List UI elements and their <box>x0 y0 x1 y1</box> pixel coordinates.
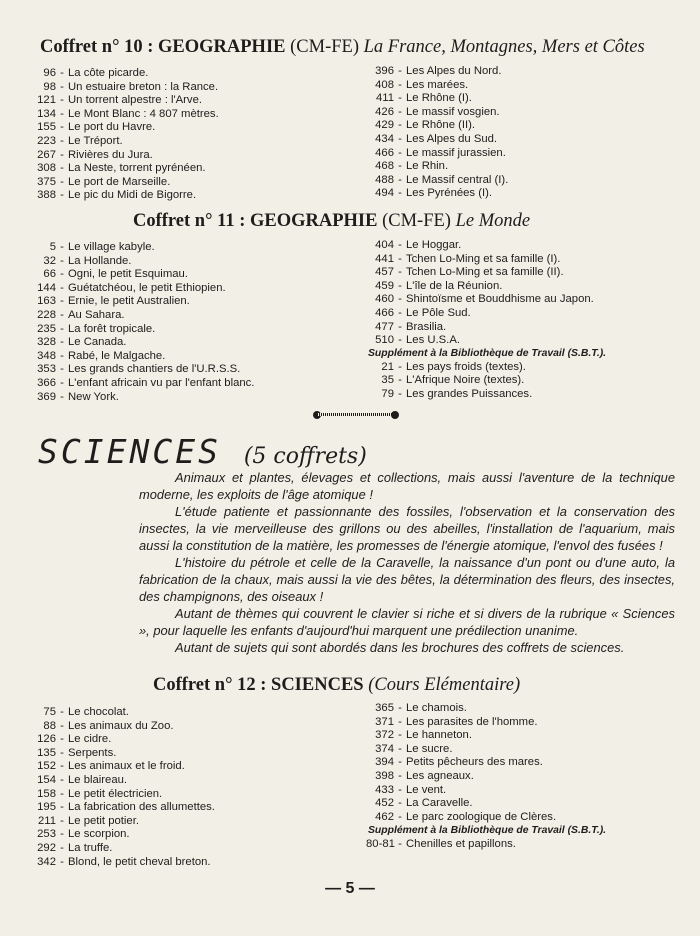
item-number: 366 <box>37 376 56 389</box>
item-number: 388 <box>37 189 56 202</box>
list-item: 426 - Le massif vosgien. <box>366 106 508 120</box>
list-item: 267 - Rivières du Jura. <box>26 149 219 163</box>
list-item: 396 - Les Alpes du Nord. <box>366 65 508 79</box>
item-title: Le Mont Blanc : 4 807 mètres. <box>68 107 219 120</box>
list-item: 404 - Le Hoggar. <box>366 239 594 253</box>
item-number: 477 <box>375 320 394 333</box>
item-number: 375 <box>37 175 56 188</box>
coffret-10-heading: Coffret n° 10 : GEOGRAPHIE (CM-FE) La France, Montagnes, Mers et Côtes <box>40 37 645 57</box>
list-item: 235 - La forêt tropicale. <box>26 323 254 337</box>
item-title: Les grands chantiers de l'U.R.S.S. <box>68 363 241 376</box>
list-item: 488 - Le Massif central (I). <box>366 174 508 188</box>
list-item: 121 - Un torrent alpestre : l'Arve. <box>26 94 219 108</box>
section-divider <box>313 410 399 420</box>
item-title: Les grandes Puissances. <box>406 387 533 400</box>
list-item: 394 - Petits pêcheurs des mares. <box>366 756 556 770</box>
item-title: Le Rhône (II). <box>406 119 476 132</box>
item-number: 426 <box>375 105 394 118</box>
item-number: 466 <box>375 306 394 319</box>
list-item: 494 - Les Pyrénées (I). <box>366 187 508 201</box>
list-item: 441 - Tchen Lo-Ming et sa famille (I). <box>366 253 594 267</box>
list-item: 228 - Au Sahara. <box>26 309 254 323</box>
item-number: 134 <box>37 107 56 120</box>
item-number: 155 <box>37 121 56 134</box>
coffret-10-left-list <box>26 67 219 203</box>
list-item: 460 - Shintoïsme et Bouddhisme au Japon. <box>366 293 594 307</box>
item-number: 135 <box>37 746 56 759</box>
item-number: 394 <box>375 756 394 769</box>
list-item: 32 - La Hollande. <box>26 255 254 269</box>
item-number: 494 <box>375 187 394 200</box>
item-number: 88 <box>43 719 56 732</box>
item-number: 429 <box>375 119 394 132</box>
item-title: L'île de la Réunion. <box>406 279 503 292</box>
item-title: Le hanneton. <box>406 729 472 742</box>
item-number: 158 <box>37 787 56 800</box>
intro-paragraph: Autant de sujets qui sont abordés dans les brochures des coffrets de sciences. <box>175 640 625 655</box>
list-item: 35 - L'Afrique Noire (textes). <box>366 374 606 388</box>
item-number: 154 <box>37 773 56 786</box>
item-title: La truffe. <box>68 841 113 854</box>
item-title: Le scorpion. <box>68 828 130 841</box>
coffret-10-right-list <box>366 65 508 201</box>
item-title: Un estuaire breton : la Rance. <box>68 80 219 93</box>
supplement-label: Supplément à la Bibliothèque de Travail (S.B.T.). <box>368 348 607 359</box>
item-number: 365 <box>375 702 394 714</box>
coffret-12-left-list <box>26 706 215 869</box>
list-item: 433 - Le vent. <box>366 784 556 798</box>
item-title: L'Afrique Noire (textes). <box>406 374 525 387</box>
list-item: 5 - Le village kabyle. <box>26 241 254 255</box>
list-item: 408 - Les marées. <box>366 79 508 93</box>
list-item: 388 - Le pic du Midi de Bigorre. <box>26 189 219 203</box>
item-title: Ogni, le petit Esquimau. <box>68 268 188 281</box>
list-item: 434 - Les Alpes du Sud. <box>366 133 508 147</box>
list-item: 348 - Rabé, le Malgache. <box>26 350 254 364</box>
list-item: 366 - L'enfant africain vu par l'enfant blanc. <box>26 377 254 391</box>
item-number: 411 <box>375 92 394 105</box>
list-item: 152 - Les animaux et le froid. <box>26 760 215 774</box>
item-number: 408 <box>375 78 394 91</box>
item-number: 398 <box>375 769 394 782</box>
item-number: 235 <box>37 322 56 335</box>
item-title: Les U.S.A. <box>406 334 460 347</box>
item-title: Serpents. <box>68 746 117 759</box>
coffret-12-supplement <box>366 824 606 851</box>
item-title: Brasilia. <box>406 320 447 333</box>
item-number: 369 <box>37 390 56 403</box>
item-title: Rivières du Jura. <box>68 148 153 161</box>
list-item: 466 - Le massif jurassien. <box>366 147 508 161</box>
list-item: 163 - Ernie, le petit Australien. <box>26 295 254 309</box>
item-number: 21 <box>381 360 394 373</box>
item-title: Le Tréport. <box>68 134 123 147</box>
list-item: 459 - L'île de la Réunion. <box>366 280 594 294</box>
list-item: 452 - La Caravelle. <box>366 797 556 811</box>
intro-paragraph: L'étude patiente et passionnante des fossiles, l'observation et la conservation des insectes, la vie merveilleuse des grillons ou des abeilles, l'installation de l'aquarium, mais aussi la constitution de la matière, les promesses de l'énergie atomique, l'envol des fusées ! <box>139 504 675 553</box>
item-title: Les marées. <box>406 78 469 91</box>
sciences-count: (5 coffrets) <box>243 444 367 469</box>
list-item: 126 - Le cidre. <box>26 733 215 747</box>
list-item: 468 - Le Rhin. <box>366 160 508 174</box>
item-number: 459 <box>375 279 394 292</box>
item-title: Chenilles et papillons. <box>406 837 516 850</box>
intro-paragraph: L'histoire du pétrole et celle de la Caravelle, la naissance d'un pont ou d'une auto, la fabrication de la chaux, mais aussi la vie des bêtes, la détermination des fleurs, des insectes, des champignons, des oiseaux ! <box>139 555 675 604</box>
list-item: 79 - Les grandes Puissances. <box>366 388 606 402</box>
item-title: Le Rhin. <box>406 160 449 173</box>
item-title: Le Massif central (I). <box>406 173 509 186</box>
sciences-introduction <box>139 469 675 656</box>
list-item: 155 - Le port du Havre. <box>26 121 219 135</box>
item-title: Blond, le petit cheval breton. <box>68 855 211 868</box>
item-number: 195 <box>37 801 56 814</box>
item-title: Le village kabyle. <box>68 241 155 253</box>
list-item: 411 - Le Rhône (I). <box>366 92 508 106</box>
item-title: Au Sahara. <box>68 308 125 321</box>
list-item: 144 - Guétatchéou, le petit Ethiopien. <box>26 282 254 296</box>
item-title: Guétatchéou, le petit Ethiopien. <box>68 281 226 294</box>
item-title: Rabé, le Malgache. <box>68 349 166 362</box>
list-item: 211 - Le petit potier. <box>26 815 215 829</box>
item-title: Le port du Havre. <box>68 121 156 134</box>
item-title: Le petit potier. <box>68 814 139 827</box>
item-number: 462 <box>375 810 394 823</box>
item-number: 228 <box>37 308 56 321</box>
item-number: 452 <box>375 797 394 810</box>
item-number: 75 <box>43 706 56 718</box>
item-title: L'enfant africain vu par l'enfant blanc. <box>68 376 255 389</box>
item-number: 460 <box>375 293 394 306</box>
item-number: 348 <box>37 349 56 362</box>
list-item: 66 - Ogni, le petit Esquimau. <box>26 268 254 282</box>
list-item: 477 - Brasilia. <box>366 321 594 335</box>
list-item: 365 - Le chamois. <box>366 702 556 716</box>
item-title: Un torrent alpestre : l'Arve. <box>68 94 203 107</box>
item-number: 96 <box>43 67 56 79</box>
item-number: 371 <box>375 715 394 728</box>
item-title: Les animaux du Zoo. <box>68 719 174 732</box>
item-title: Le blaireau. <box>68 773 128 786</box>
item-title: Les agneaux. <box>406 769 474 782</box>
item-title: Le Rhône (I). <box>406 92 472 105</box>
list-item: 253 - Le scorpion. <box>26 828 215 842</box>
list-item: 371 - Les parasites de l'homme. <box>366 716 556 730</box>
list-item: 158 - Le petit électricien. <box>26 788 215 802</box>
intro-paragraph: Autant de thèmes qui couvrent le clavier si riche et si divers de la rubrique « Sciences », pour laquelle les enfants d'aujourd'hui marquent une prédilection unanime. <box>139 606 675 638</box>
item-title: Le vent. <box>406 783 447 796</box>
item-number: 267 <box>37 148 56 161</box>
item-title: La forêt tropicale. <box>68 322 156 335</box>
item-number: 404 <box>375 239 394 251</box>
item-number: 434 <box>375 132 394 145</box>
item-number: 466 <box>375 146 394 159</box>
item-number: 441 <box>375 252 394 265</box>
coffret-11-supplement <box>366 347 606 401</box>
item-number: 488 <box>375 173 394 186</box>
item-title: Shintoïsme et Bouddhisme au Japon. <box>406 293 594 306</box>
item-number: 79 <box>381 387 394 400</box>
item-number: 144 <box>37 281 56 294</box>
item-title: Ernie, le petit Australien. <box>68 295 190 308</box>
list-item: 195 - La fabrication des allumettes. <box>26 801 215 815</box>
item-title: Les Pyrénées (I). <box>406 187 493 200</box>
item-title: Les pays froids (textes). <box>406 360 526 373</box>
list-item: 98 - Un estuaire breton : la Rance. <box>26 81 219 95</box>
list-item: 510 - Les U.S.A. <box>366 334 594 348</box>
list-item: 462 - Le parc zoologique de Clères. <box>366 811 556 825</box>
item-number: 163 <box>37 295 56 308</box>
item-number: 353 <box>37 363 56 376</box>
list-item: 429 - Le Rhône (II). <box>366 119 508 133</box>
item-number: 223 <box>37 134 56 147</box>
item-title: La côte picarde. <box>68 67 149 79</box>
list-item: 80-81 - Chenilles et papillons. <box>366 837 516 850</box>
list-item: 75 - Le chocolat. <box>26 706 215 720</box>
coffret-12-right-list <box>366 702 556 824</box>
item-title: Le Canada. <box>68 336 127 349</box>
item-title: La Caravelle. <box>406 797 473 810</box>
item-number: 292 <box>37 841 56 854</box>
intro-paragraph: Animaux et plantes, élevages et collections, mais aussi l'aventure de la technique moderne, les exploits de l'âge atomique ! <box>139 470 675 502</box>
item-title: Les animaux et le froid. <box>68 760 185 773</box>
item-title: La Neste, torrent pyrénéen. <box>68 162 206 175</box>
item-title: Le cidre. <box>68 733 112 746</box>
item-title: Le massif vosgien. <box>406 105 500 118</box>
item-title: Le Hoggar. <box>406 239 462 251</box>
item-title: Le parc zoologique de Clères. <box>406 810 557 823</box>
item-title: Le chamois. <box>406 702 467 714</box>
list-item: 457 - Tchen Lo-Ming et sa famille (II). <box>366 266 594 280</box>
item-number: 308 <box>37 162 56 175</box>
list-item: 328 - Le Canada. <box>26 336 254 350</box>
list-item: 466 - Le Pôle Sud. <box>366 307 594 321</box>
item-number: 374 <box>375 742 394 755</box>
list-item: 374 - Le sucre. <box>366 743 556 757</box>
item-number: 152 <box>37 760 56 773</box>
sciences-heading: SCIENCES (5 coffrets) <box>38 432 367 471</box>
item-title: Le massif jurassien. <box>406 146 506 159</box>
item-title: Les Alpes du Nord. <box>406 65 502 77</box>
page-number: — 5 — <box>325 880 375 897</box>
item-title: Les parasites de l'homme. <box>406 715 538 728</box>
item-title: Les Alpes du Sud. <box>406 132 498 145</box>
item-number: 457 <box>375 266 394 279</box>
item-number: 98 <box>43 80 56 93</box>
list-item: 308 - La Neste, torrent pyrénéen. <box>26 162 219 176</box>
item-number: 32 <box>43 254 56 267</box>
list-item: 342 - Blond, le petit cheval breton. <box>26 856 215 870</box>
item-title: Le pic du Midi de Bigorre. <box>68 189 197 202</box>
coffret-12-heading: Coffret n° 12 : SCIENCES (Cours Elémentaire) <box>153 675 521 695</box>
item-title: Le chocolat. <box>68 706 129 718</box>
item-title: La fabrication des allumettes. <box>68 801 215 814</box>
list-item: 398 - Les agneaux. <box>366 770 556 784</box>
list-item: 88 - Les animaux du Zoo. <box>26 720 215 734</box>
item-number: 66 <box>43 268 56 281</box>
list-item: 223 - Le Tréport. <box>26 135 219 149</box>
coffret-11-heading: Coffret n° 11 : GEOGRAPHIE (CM-FE) Le Monde <box>133 211 531 231</box>
list-item: 292 - La truffe. <box>26 842 215 856</box>
list-item: 154 - Le blaireau. <box>26 774 215 788</box>
list-item: 134 - Le Mont Blanc : 4 807 mètres. <box>26 108 219 122</box>
item-title: Tchen Lo-Ming et sa famille (I). <box>406 252 561 265</box>
list-item: 353 - Les grands chantiers de l'U.R.S.S. <box>26 363 254 377</box>
list-item: 135 - Serpents. <box>26 747 215 761</box>
list-item: 21 - Les pays froids (textes). <box>366 361 606 375</box>
list-item: 96 - La côte picarde. <box>26 67 219 81</box>
item-number: 121 <box>37 94 56 107</box>
item-title: Le petit électricien. <box>68 787 163 800</box>
item-number: 342 <box>37 855 56 868</box>
item-number: 372 <box>375 729 394 742</box>
item-number: 126 <box>37 733 56 746</box>
item-title: Le Pôle Sud. <box>406 306 471 319</box>
item-number: 433 <box>375 783 394 796</box>
item-number: 510 <box>375 334 394 347</box>
list-item: 372 - Le hanneton. <box>366 729 556 743</box>
coffret-11-left-list <box>26 241 254 404</box>
item-title: Tchen Lo-Ming et sa famille (II). <box>406 266 564 279</box>
coffret-11-right-list <box>366 239 594 348</box>
supplement-label: Supplément à la Bibliothèque de Travail (S.B.T.). <box>368 825 607 836</box>
item-title: Petits pêcheurs des mares. <box>406 756 543 769</box>
item-number: 80-81 <box>366 837 395 850</box>
list-item: 369 - New York. <box>26 391 254 405</box>
item-title: Le sucre. <box>406 742 453 755</box>
item-number: 5 <box>49 241 56 253</box>
list-item: 375 - Le port de Marseille. <box>26 176 219 190</box>
item-number: 211 <box>37 814 56 827</box>
item-number: 468 <box>375 160 394 173</box>
item-number: 35 <box>381 374 394 387</box>
item-title: New York. <box>68 390 119 403</box>
item-number: 328 <box>37 336 56 349</box>
item-number: 253 <box>37 828 56 841</box>
item-number: 396 <box>375 65 394 77</box>
item-title: La Hollande. <box>68 254 132 267</box>
item-title: Le port de Marseille. <box>68 175 171 188</box>
